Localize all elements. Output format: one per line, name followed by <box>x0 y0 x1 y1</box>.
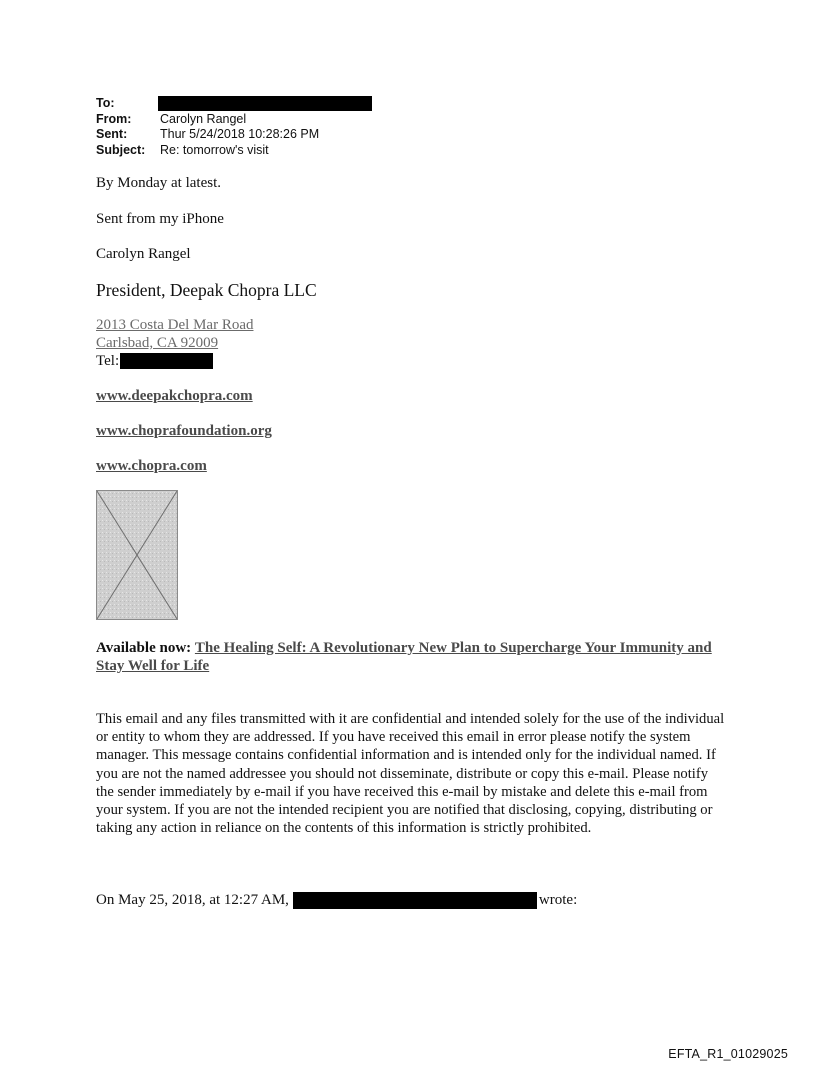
broken-image-placeholder <box>96 490 178 620</box>
sent-row <box>96 127 372 143</box>
sent-value: Thur 5/24/2018 10:28:26 PM <box>160 127 320 141</box>
address-line-2[interactable] <box>96 334 218 352</box>
document-id: EFTA_R1_01029025 <box>668 1047 788 1061</box>
from-row <box>96 112 372 128</box>
confidentiality-disclaimer: This email and any files transmitted with it are confidential and intended solely for the use of the individual or entity to whom they are addressed. If you have received this email in error please notify the system manager. This message contains confidential information and is intended only for the individual named. If you are not the named addressee you should not disseminate, distribute or copy this e-mail. Please notify the sender immediately by e-mail if you have received this e-mail by mistake and delete this e-mail from your system. If you are not the intended recipient you are notified that disclosing, copying, distributing or taking any action in reliance on the contents of this information is strictly prohibited. <box>96 711 725 837</box>
to-row <box>96 96 372 112</box>
tel-line <box>96 352 213 370</box>
tel-label: Tel: <box>96 353 120 369</box>
signature-name: Carolyn Rangel <box>96 246 191 262</box>
choprafoundation-link[interactable]: www.choprafoundation.org <box>96 423 272 439</box>
subject-row <box>96 143 372 159</box>
to-label: To: <box>96 96 115 110</box>
signature-title: President, Deepak Chopra LLC <box>96 280 317 300</box>
address-link-1[interactable]: 2013 Costa Del Mar Road <box>96 317 254 333</box>
sender-redaction <box>293 892 537 909</box>
deepakchopra-link[interactable]: www.deepakchopra.com <box>96 388 253 404</box>
quoted-reply-wrote: wrote: <box>538 892 578 908</box>
email-header <box>96 96 372 158</box>
quoted-reply-intro <box>96 891 577 909</box>
address-line-1[interactable] <box>96 316 253 334</box>
available-now-line <box>96 639 716 675</box>
website-line-3[interactable] <box>96 457 207 475</box>
website-line-2[interactable] <box>96 422 272 440</box>
subject-value: Re: tomorrow's visit <box>160 142 269 157</box>
body-line-1: By Monday at latest. <box>96 175 221 191</box>
to-redaction <box>158 96 372 111</box>
available-now-label: Available now: <box>96 640 192 656</box>
chopra-link[interactable]: www.chopra.com <box>96 458 207 474</box>
tel-redaction <box>120 353 213 369</box>
from-label: From: <box>96 111 132 126</box>
subject-label: Subject: <box>96 142 146 157</box>
quoted-reply-prefix: On May 25, 2018, at 12:27 AM, <box>96 892 289 908</box>
address-link-2[interactable]: Carlsbad, CA 92009 <box>96 335 219 351</box>
body-line-2: Sent from my iPhone <box>96 211 224 227</box>
website-line-1[interactable] <box>96 387 253 405</box>
broken-image-icon <box>97 491 177 619</box>
book-title-link[interactable]: The Healing Self: A Revolutionary New Plan to Supercharge Your Immunity and Stay Well for Life <box>96 640 712 674</box>
from-value: Carolyn Rangel <box>160 111 247 126</box>
sent-label: Sent: <box>96 127 128 141</box>
